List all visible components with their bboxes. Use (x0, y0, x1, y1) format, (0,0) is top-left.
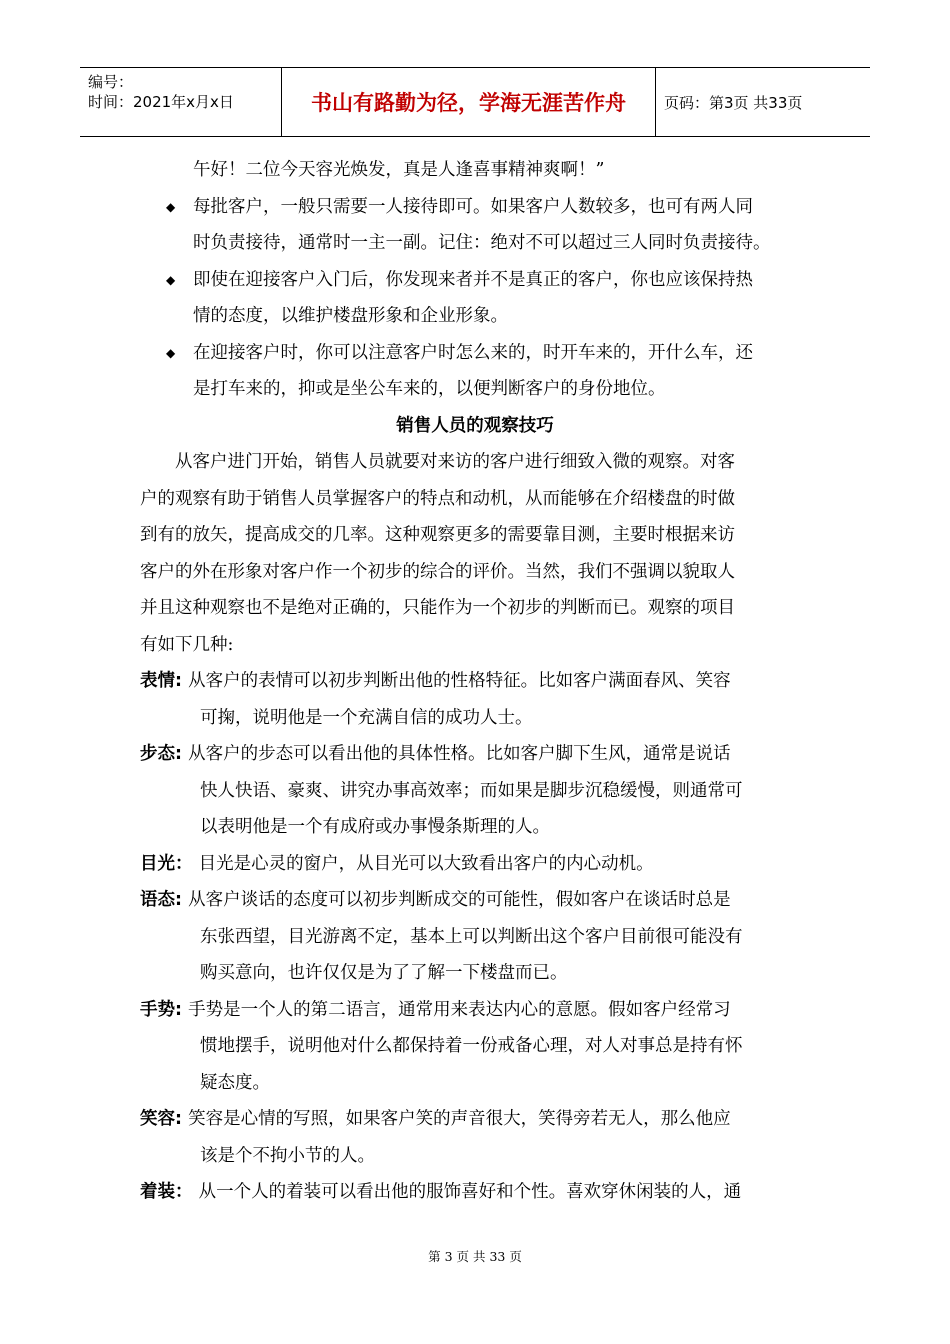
bullet-text: 每批客户，一般只需要一人接待即可。如果客户人数较多，也可有两人同 (193, 196, 753, 217)
item-term: 手势 (140, 999, 175, 1020)
intro-line: 午好！二位今天容光焕发，真是人逢喜事精神爽啊！” (193, 160, 605, 180)
item-line (140, 700, 810, 737)
page-header (80, 67, 870, 137)
header-meta (80, 68, 282, 136)
item-line (140, 1028, 810, 1065)
bullet-text: 即使在迎接客户入门后，你发现来者并不是真正的客户，你也应该保持热 (193, 269, 753, 290)
paragraph-line: 户的观察有助于销售人员掌握客户的特点和动机，从而能够在介绍楼盘的时做 (140, 488, 735, 509)
item-line (140, 1174, 810, 1211)
item-separator: : (175, 1109, 189, 1129)
item-line (140, 736, 810, 773)
item-line (140, 992, 810, 1029)
bullet-line (140, 189, 810, 226)
item-text: 从客户的表情可以初步判断出他的性格特征。比如客户满面春风、笑容 (188, 671, 731, 691)
bullet-line (140, 225, 810, 262)
item-text: 手势是一个人的第二语言，通常用来表达内心的意愿。假如客户经常习 (188, 999, 731, 1020)
item-separator: : (175, 890, 189, 910)
item-term: 目光 (140, 853, 175, 874)
item-line (140, 1065, 810, 1102)
observation-items (140, 663, 810, 1211)
item-text: 目光是心灵的窗户，从目光可以大致看出客户的内心动机。 (198, 853, 654, 874)
item-text: 笑容是心情的写照，如果客户笑的声音很大，笑得旁若无人，那么他应 (188, 1109, 731, 1129)
item-term: 着装 (140, 1182, 175, 1202)
bullet-line (140, 298, 810, 335)
item-separator: : (175, 999, 189, 1020)
item-term: 笑容 (140, 1109, 175, 1129)
item-text: 疑态度。 (200, 1072, 270, 1093)
item-line (140, 1138, 810, 1175)
section-title: 销售人员的观察技巧 (396, 415, 554, 436)
bullet-text: 时负责接待，通常时一主一副。记住：绝对不可以超过三人同时负责接待。 (193, 233, 771, 253)
header-page-code: 页码：第3页 共33页 (664, 93, 803, 112)
bullet-line (140, 371, 810, 408)
paragraph-line: 客户的外在形象对客户作一个初步的综合的评价。当然，我们不强调以貌取人 (140, 561, 735, 582)
item-text: 快人快语、豪爽、讲究办事高效率；而如果是脚步沉稳缓慢，则通常可 (200, 780, 743, 801)
item-term: 语态 (140, 890, 175, 910)
bullet-text: 在迎接客户时，你可以注意客户时怎么来的，时开车来的，开什么车，还 (193, 342, 753, 363)
bullet-line (140, 262, 810, 299)
item-separator: ： (175, 1182, 199, 1202)
item-line (140, 955, 810, 992)
bullet-line (140, 335, 810, 372)
intro-paragraph (140, 444, 810, 663)
bullet-text: 是打车来的，抑或是坐公车来的，以便判断客户的身份地位。 (193, 379, 666, 399)
item-separator: : (175, 744, 189, 764)
header-motto: 书山有路勤为径，学海无涯苦作舟 (282, 68, 656, 136)
item-line (140, 846, 810, 883)
item-text: 该是个不拘小节的人。 (200, 1145, 375, 1166)
item-text: 从客户的步态可以看出他的具体性格。比如客户脚下生风，通常是说话 (188, 744, 731, 764)
item-text: 以表明他是一个有成府或办事慢条斯理的人。 (200, 817, 550, 837)
paragraph-line: 到有的放矢，提高成交的几率。这种观察更多的需要靠目测，主要时根据来访 (140, 525, 735, 545)
document-body (140, 152, 810, 1211)
item-text: 购买意向，也许仅仅是为了了解一下楼盘而已。 (200, 963, 568, 983)
diamond-bullet-icon: ◆ (166, 272, 176, 287)
item-line (140, 1101, 810, 1138)
item-line (140, 663, 810, 700)
diamond-bullet-icon: ◆ (166, 345, 176, 360)
item-line (140, 809, 810, 846)
number-label: 编号： (88, 73, 134, 91)
item-text: 东张西望，目光游离不定，基本上可以判断出这个客户目前很可能没有 (200, 926, 743, 947)
item-separator: : (175, 671, 189, 691)
item-text: 惯地摆手，说明他对什么都保持着一份戒备心理，对人对事总是持有怀 (200, 1036, 743, 1056)
item-text: 从一个人的着装可以看出他的服饰喜好和个性。喜欢穿休闲装的人，通 (198, 1182, 742, 1202)
item-line (140, 773, 810, 810)
diamond-bullet-icon: ◆ (166, 199, 176, 214)
item-term: 表情 (140, 671, 175, 691)
page-footer: 第 3 页 共 33 页 (428, 1249, 522, 1264)
item-line (140, 882, 810, 919)
paragraph-line: 并且这种观察也不是绝对正确的，只能作为一个初步的判断而已。观察的项目 (140, 598, 735, 618)
time-label: 时间：2021年x月x日 (88, 93, 234, 111)
item-term: 步态 (140, 744, 175, 764)
bullet-list (140, 189, 810, 408)
item-text: 可掬，说明他是一个充满自信的成功人士。 (200, 707, 533, 728)
item-line (140, 919, 810, 956)
item-separator: ： (175, 853, 199, 874)
paragraph-line: 从客户进门开始，销售人员就要对来访的客户进行细致入微的观察。对客 (140, 452, 735, 472)
paragraph-line: 有如下几种: (140, 634, 234, 655)
item-text: 从客户谈话的态度可以初步判断成交的可能性，假如客户在谈话时总是 (188, 890, 731, 910)
bullet-text: 情的态度，以维护楼盘形象和企业形象。 (193, 306, 508, 326)
